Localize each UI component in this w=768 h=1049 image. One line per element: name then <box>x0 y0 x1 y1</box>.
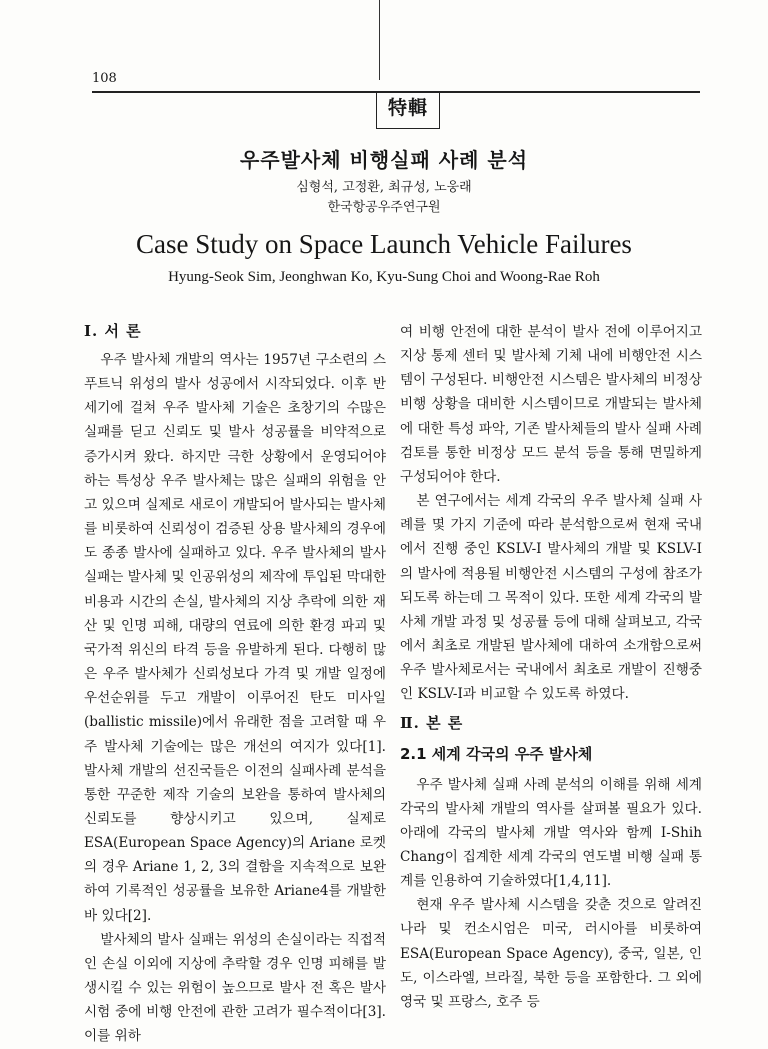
subsection-heading: 2.1 세계 각국의 우주 발사체 <box>400 744 593 763</box>
english-title: Case Study on Space Launch Vehicle Failures <box>136 229 632 259</box>
body-paragraph: 현재 우주 발사체 시스템을 갖춘 것으로 알려진 나라 및 컨소시엄은 미국, 러시아를 비롯하여 ESA(European Space Agency), 중국, 일본, 인도, 이스라엘, 브라질, 북한 등을 포함한다. 그 외에 영국 및 프랑스, 호주 등 <box>400 897 702 1010</box>
page-number: 108 <box>92 71 117 86</box>
section-heading-main: Ⅱ. 본 론 <box>400 713 464 732</box>
section-heading-introduction: Ⅰ. 서 론 <box>84 322 142 340</box>
body-paragraph: 우주 발사체 개발의 역사는 1957년 구소련의 스푸트닉 위성의 발사 성공에서 시작되었다. 이후 반세기에 걸쳐 우주 발사체 기술은 초창기의 수많은 실패를 딛고 신뢰도 및 발사 성공률을 비약적으로 증가시켜 왔다. 하지만 극한 상황에서 운영되어야 하는 특성상 우주 발사체는 많은 실패의 위험을 안고 있으며 실제로 새로이 개발되어 발사되는 발사체를 비롯하여 신뢰성이 검증된 상용 발사체의 경우에도 종종 발사에 실패하고 있다. 우주 발사체의 발사 실패는 발사체 및 인공위성의 제작에 투입된 막대한 비용과 시간의 손실, 발사체의 지상 추락에 의한 재산 및 인명 피해, 대량의 연료에 의한 환경 파괴 및 국가적 위신의 타격 등을 유발하게 된다. 다행히 많은 우주 발사체가 신뢰성보다 가격 및 개발 일정에 우선순위를 두고 개발이 이루어진 탄도 미사일(ballistic missile)에서 유래한 점을 고려할 때 우주 발사체 기술에는 많은 개선의 여지가 있다[1]. 발사체 개발의 선진국들은 이전의 실패사례 분석을 통한 꾸준한 제작 기술의 보완을 통하여 발사체의 신뢰도를 향상시키고 있으며, 실제로 ESA(European Space Agency)의 Ariane 로켓의 경우 Ariane 1, 2, 3의 결함을 지속적으로 보완하여 기록적인 성공률을 보유한 Ariane4를 개발한 바 있다[2]. <box>84 352 386 924</box>
right-column <box>400 320 702 1014</box>
body-paragraph: 발사체의 발사 실패는 위성의 손실이라는 직접적인 손실 이외에 지상에 추락할 경우 인명 피해를 발생시킬 수 있는 위험이 높으므로 발사 전 혹은 발사 시험 중에 비행 안전에 관한 고려가 필수적이다[3]. 이를 위하 <box>84 931 386 1045</box>
english-authors: Hyung-Seok Sim, Jeonghwan Ko, Kyu-Sung Choi and Woong-Rae Roh <box>168 269 600 285</box>
body-paragraph: 본 연구에서는 세계 각국의 우주 발사체 실패 사례를 몇 가지 기준에 따라 분석함으로써 현재 국내에서 진행 중인 KSLV-I 발사체의 개발 및 KSLV-I의 발사에 적용될 비행안전 시스템의 구성에 참조가 되도록 하는데 그 목적이 있다. 또한 세계 각국의 발사체 개발 과정 및 성공률 등에 대해 살펴보고, 각국에서 최초로 개발된 발사체에 대하여 소개함으로써 우주 발사체로서는 국내에서 최초로 개발이 진행중인 KSLV-I과 비교할 수 있도록 하였다. <box>400 493 702 703</box>
section-tag: 特輯 <box>376 91 440 129</box>
left-column <box>84 320 386 1049</box>
korean-affiliation: 한국항공우주연구원 <box>327 200 441 215</box>
korean-title: 우주발사체 비행실패 사례 분석 <box>239 148 529 172</box>
body-paragraph: 우주 발사체 실패 사례 분석의 이해를 위해 세계 각국의 발사체 개발의 역사를 살펴볼 필요가 있다. 아래에 각국의 발사체 개발 역사와 함께 I-Shih Chang이 집계한 세계 각국의 연도별 비행 실패 통계를 인용하여 기술하였다[1,4,11]. <box>400 776 702 890</box>
body-paragraph: 여 비행 안전에 대한 분석이 발사 전에 이루어지고 지상 통제 센터 및 발사체 기체 내에 비행안전 시스템이 구성된다. 비행안전 시스템은 발사체의 비정상 비행 상황을 대비한 시스템이므로 개발되는 발사체에 대한 특성 파악, 기존 발사체들의 발사 실패 사례 검토를 통한 비정상 모드 분석 등을 통해 면밀하게 구성되어야 한다. <box>400 324 702 485</box>
korean-authors: 심형석, 고정환, 최규성, 노웅래 <box>296 180 472 195</box>
top-crop-line <box>379 0 380 80</box>
